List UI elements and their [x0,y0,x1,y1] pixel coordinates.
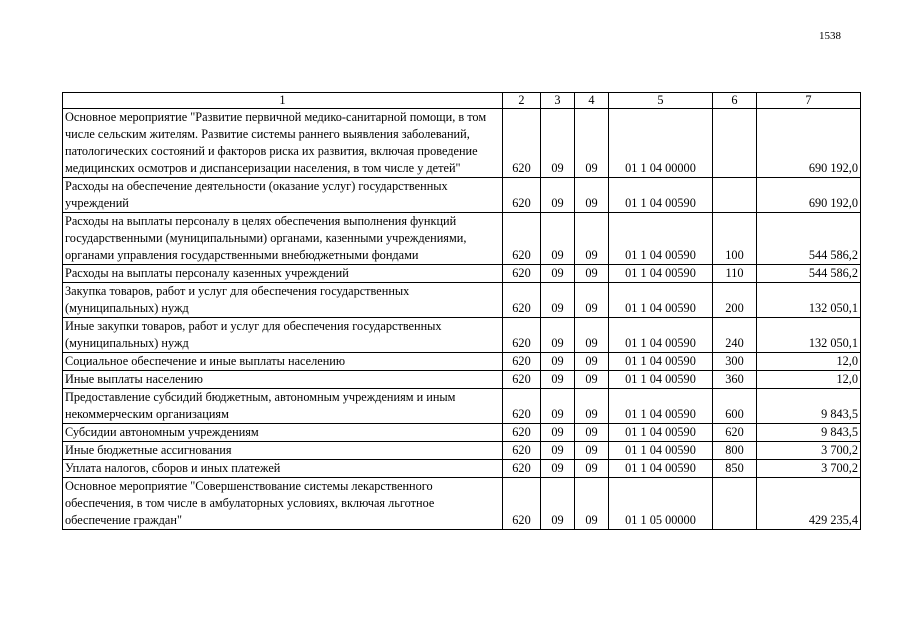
amount-cell: 132 050,1 [757,283,861,318]
subsection-cell: 09 [575,318,609,353]
item-name-cell: Социальное обеспечение и иные выплаты населению [63,353,503,371]
amount-cell: 9 843,5 [757,389,861,424]
section-cell: 09 [541,424,575,442]
amount-cell: 9 843,5 [757,424,861,442]
grbs-code-cell: 620 [503,389,541,424]
expense-type-cell [713,178,757,213]
item-name-cell: Расходы на выплаты персоналу казенных учреждений [63,265,503,283]
header-cell: 4 [575,93,609,109]
grbs-code-cell: 620 [503,478,541,530]
table-row [63,109,861,178]
header-cell: 1 [63,93,503,109]
target-article-cell: 01 1 04 00000 [609,109,713,178]
subsection-cell: 09 [575,265,609,283]
table-row [63,460,861,478]
section-cell: 09 [541,442,575,460]
subsection-cell: 09 [575,478,609,530]
expense-type-cell: 110 [713,265,757,283]
target-article-cell: 01 1 04 00590 [609,371,713,389]
amount-cell: 12,0 [757,353,861,371]
amount-cell: 544 586,2 [757,213,861,265]
expense-type-cell [713,478,757,530]
expense-type-cell: 240 [713,318,757,353]
subsection-cell: 09 [575,178,609,213]
table-row [63,442,861,460]
section-cell: 09 [541,213,575,265]
grbs-code-cell: 620 [503,109,541,178]
target-article-cell: 01 1 05 00000 [609,478,713,530]
subsection-cell: 09 [575,460,609,478]
amount-cell: 429 235,4 [757,478,861,530]
expense-type-cell: 850 [713,460,757,478]
expense-type-cell: 300 [713,353,757,371]
amount-cell: 690 192,0 [757,109,861,178]
header-cell: 5 [609,93,713,109]
table-row [63,353,861,371]
item-name-cell: Расходы на обеспечение деятельности (оказание услуг) государственных учреждений [63,178,503,213]
target-article-cell: 01 1 04 00590 [609,353,713,371]
target-article-cell: 01 1 04 00590 [609,424,713,442]
page-number: 1538 [819,30,841,42]
subsection-cell: 09 [575,424,609,442]
subsection-cell: 09 [575,389,609,424]
subsection-cell: 09 [575,353,609,371]
grbs-code-cell: 620 [503,178,541,213]
grbs-code-cell: 620 [503,213,541,265]
table-row [63,478,861,530]
grbs-code-cell: 620 [503,318,541,353]
expense-type-cell: 360 [713,371,757,389]
target-article-cell: 01 1 04 00590 [609,283,713,318]
grbs-code-cell: 620 [503,460,541,478]
table-row [63,265,861,283]
grbs-code-cell: 620 [503,442,541,460]
amount-cell: 3 700,2 [757,460,861,478]
section-cell: 09 [541,109,575,178]
table-row [63,371,861,389]
item-name-cell: Иные выплаты населению [63,371,503,389]
item-name-cell: Расходы на выплаты персоналу в целях обеспечения выполнения функций государственными (муниципальными) органами, казенными учреждениями, органами управления государственными внебюджетными фондами [63,213,503,265]
header-cell: 7 [757,93,861,109]
header-cell: 3 [541,93,575,109]
table-row [63,178,861,213]
target-article-cell: 01 1 04 00590 [609,460,713,478]
expense-type-cell [713,109,757,178]
table-row [63,318,861,353]
header-cell: 6 [713,93,757,109]
grbs-code-cell: 620 [503,353,541,371]
target-article-cell: 01 1 04 00590 [609,178,713,213]
table-row [63,389,861,424]
header-row [63,93,861,109]
section-cell: 09 [541,389,575,424]
item-name-cell: Субсидии автономным учреждениям [63,424,503,442]
item-name-cell: Основное мероприятие "Развитие первичной медико-санитарной помощи, в том числе сельским жителям. Развитие системы раннего выявления заболеваний, патологических состояний и факторов риска их развития, включая проведение медицинских осмотров и диспансеризации населения, в том числе у детей" [63,109,503,178]
section-cell: 09 [541,371,575,389]
subsection-cell: 09 [575,283,609,318]
subsection-cell: 09 [575,109,609,178]
table-row [63,213,861,265]
section-cell: 09 [541,353,575,371]
expense-type-cell: 620 [713,424,757,442]
target-article-cell: 01 1 04 00590 [609,318,713,353]
section-cell: 09 [541,318,575,353]
grbs-code-cell: 620 [503,265,541,283]
target-article-cell: 01 1 04 00590 [609,265,713,283]
table-body [63,93,861,530]
expense-type-cell: 200 [713,283,757,318]
target-article-cell: 01 1 04 00590 [609,389,713,424]
subsection-cell: 09 [575,442,609,460]
expense-type-cell: 800 [713,442,757,460]
expense-type-cell: 100 [713,213,757,265]
amount-cell: 690 192,0 [757,178,861,213]
table-row [63,283,861,318]
item-name-cell: Предоставление субсидий бюджетным, автономным учреждениям и иным некоммерческим организациям [63,389,503,424]
item-name-cell: Иные закупки товаров, работ и услуг для обеспечения государственных (муниципальных) нужд [63,318,503,353]
amount-cell: 12,0 [757,371,861,389]
table-row [63,424,861,442]
item-name-cell: Закупка товаров, работ и услуг для обеспечения государственных (муниципальных) нужд [63,283,503,318]
header-cell: 2 [503,93,541,109]
section-cell: 09 [541,478,575,530]
expense-type-cell: 600 [713,389,757,424]
target-article-cell: 01 1 04 00590 [609,442,713,460]
section-cell: 09 [541,283,575,318]
amount-cell: 3 700,2 [757,442,861,460]
amount-cell: 132 050,1 [757,318,861,353]
amount-cell: 544 586,2 [757,265,861,283]
target-article-cell: 01 1 04 00590 [609,213,713,265]
grbs-code-cell: 620 [503,283,541,318]
item-name-cell: Уплата налогов, сборов и иных платежей [63,460,503,478]
grbs-code-cell: 620 [503,371,541,389]
section-cell: 09 [541,178,575,213]
subsection-cell: 09 [575,371,609,389]
section-cell: 09 [541,460,575,478]
budget-table [62,92,861,530]
section-cell: 09 [541,265,575,283]
item-name-cell: Иные бюджетные ассигнования [63,442,503,460]
item-name-cell: Основное мероприятие "Совершенствование системы лекарственного обеспечения, в том числе в амбулаторных условиях, включая льготное обеспечение граждан" [63,478,503,530]
grbs-code-cell: 620 [503,424,541,442]
subsection-cell: 09 [575,213,609,265]
